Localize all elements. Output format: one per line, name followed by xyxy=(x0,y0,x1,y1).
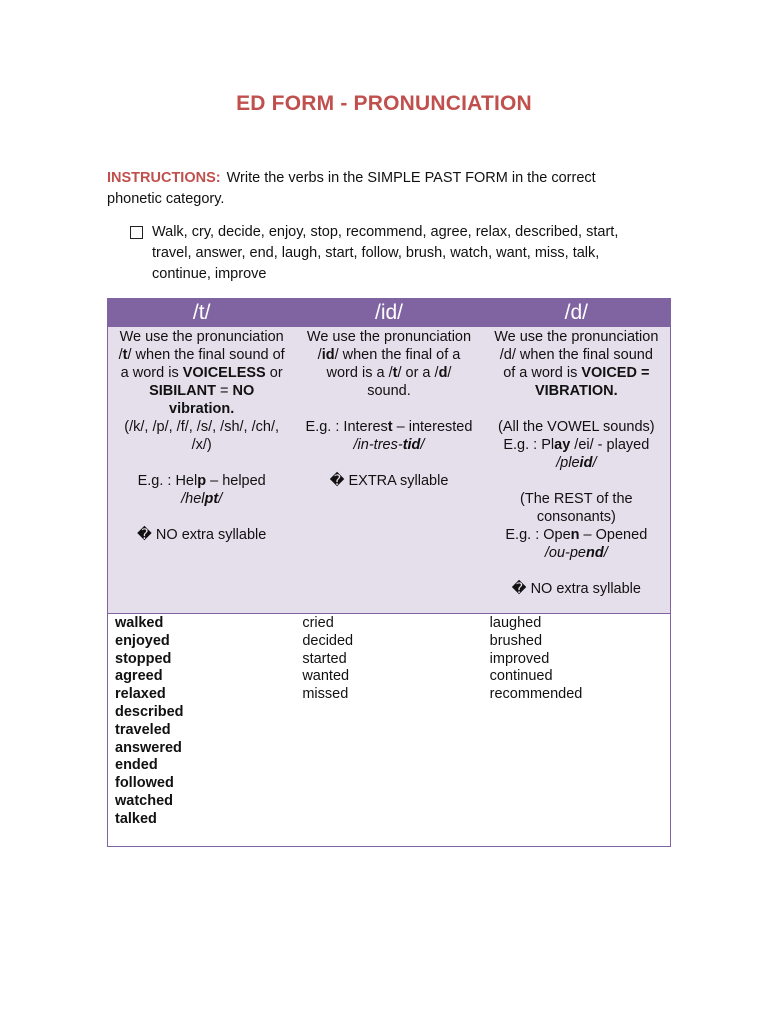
page-title: ED FORM - PRONUNCIATION xyxy=(236,92,532,115)
id-text: / or a / xyxy=(397,365,439,381)
list-item: recommended xyxy=(489,686,583,703)
d-description xyxy=(483,327,670,613)
list-item: answered xyxy=(115,739,182,756)
answers-id xyxy=(295,614,482,830)
d-text: /ei/ - played xyxy=(570,437,650,453)
t-desc-line: (/k/, /p/, /f/, /s/, /sh/, /ch/, xyxy=(124,419,280,435)
list-item: decided xyxy=(302,632,354,649)
id-bold: t xyxy=(392,365,398,381)
list-item: walked xyxy=(115,615,164,631)
t-text: – helped xyxy=(206,473,266,489)
d-bold: ay xyxy=(554,437,571,453)
id-text: / xyxy=(447,365,452,381)
t-desc-line: We use the pronunciation xyxy=(119,329,284,345)
d-desc-line: We use the pronunciation xyxy=(494,329,659,345)
id-desc-line: We use the pronunciation xyxy=(306,329,472,345)
header-id: /id/ xyxy=(374,301,403,324)
id-note: � EXTRA syllable xyxy=(329,473,449,489)
pronunciation-table xyxy=(107,298,671,847)
t-note: � NO extra syllable xyxy=(137,527,267,543)
t-example xyxy=(111,472,292,490)
list-item: started xyxy=(302,650,347,667)
id-text: / when the final of a xyxy=(334,347,461,363)
d-desc-line: (All the VOWEL sounds) xyxy=(498,419,655,435)
instructions-label: INSTRUCTIONS: xyxy=(107,170,221,186)
id-desc-line: sound. xyxy=(367,383,411,399)
description-row xyxy=(108,327,670,614)
t-text: / xyxy=(118,347,123,363)
d-text: E.g. : Ope xyxy=(505,527,571,543)
t-italic: /hel xyxy=(181,491,205,507)
t-text: E.g. : Hel xyxy=(137,473,198,489)
list-item: cried xyxy=(302,615,334,631)
d-bold: n xyxy=(570,527,580,543)
instructions xyxy=(107,168,647,210)
d-desc-line: (The REST of the xyxy=(520,491,633,507)
d-desc-line: /d/ when the final sound xyxy=(499,347,653,363)
d-phonetic-2 xyxy=(486,544,667,562)
id-bold: d xyxy=(438,365,448,381)
verb-list xyxy=(130,222,650,285)
answers-d xyxy=(483,614,670,830)
id-desc-line xyxy=(298,364,479,382)
list-item: stopped xyxy=(115,650,172,667)
d-text: – Opened xyxy=(579,527,648,543)
t-desc-line: /x/) xyxy=(191,437,212,453)
t-bold: VOICELESS xyxy=(182,365,266,381)
list-item: agreed xyxy=(115,668,163,685)
t-desc-line xyxy=(111,400,292,418)
id-bold: t xyxy=(387,419,393,435)
table-header-row xyxy=(108,299,670,327)
d-example-2 xyxy=(486,526,667,544)
id-phonetic xyxy=(298,436,479,454)
d-example-1 xyxy=(486,436,667,454)
t-bold: NO xyxy=(232,383,255,399)
id-text: – interested xyxy=(392,419,473,435)
d-italic: /ou-pe xyxy=(544,545,586,561)
id-description xyxy=(295,327,482,613)
t-text: = xyxy=(215,383,233,399)
id-example xyxy=(298,418,479,436)
checkbox-icon xyxy=(130,226,143,239)
verb-list-text: Walk, cry, decide, enjoy, stop, recommend, agree, relax, described, start, travel, answer, end, laugh, start, follow, brush, watch, want, miss, talk, continue, improve xyxy=(152,224,619,282)
t-bold-italic: pt xyxy=(204,491,219,507)
id-text: E.g. : Interes xyxy=(305,419,388,435)
t-bold: vibration. xyxy=(169,401,235,417)
id-italic: /in-tres- xyxy=(353,437,403,453)
t-text: / when the final sound of xyxy=(127,347,285,363)
d-text: of a word is xyxy=(503,365,582,381)
d-desc-line xyxy=(486,382,667,400)
header-t: /t/ xyxy=(192,301,211,324)
answers-t xyxy=(108,614,295,830)
t-phonetic xyxy=(111,490,292,508)
list-item: ended xyxy=(115,757,158,774)
d-italic: /ple xyxy=(556,455,580,471)
t-desc-line xyxy=(111,364,292,382)
d-bold-italic: id xyxy=(579,455,593,471)
list-item: laughed xyxy=(489,615,542,631)
t-description xyxy=(108,327,295,613)
d-bold: VIBRATION. xyxy=(534,383,618,399)
list-item: enjoyed xyxy=(115,632,170,649)
d-phonetic-1 xyxy=(486,454,667,472)
d-desc-line xyxy=(486,364,667,382)
id-bold: id xyxy=(321,347,335,363)
list-item: followed xyxy=(115,775,174,792)
list-item: continued xyxy=(489,668,553,685)
t-bold: t xyxy=(122,347,128,363)
list-item: talked xyxy=(115,810,157,827)
t-bold: SIBILANT xyxy=(149,383,216,399)
list-item: traveled xyxy=(115,721,171,738)
d-note: � NO extra syllable xyxy=(511,581,641,597)
t-desc-line xyxy=(111,382,292,400)
t-desc-line xyxy=(111,346,292,364)
list-item: brushed xyxy=(489,632,543,649)
list-item: watched xyxy=(115,792,174,809)
t-text: or xyxy=(265,365,283,381)
instructions-text: Write the verbs in the SIMPLE PAST FORM in the correct phonetic category. xyxy=(107,170,596,207)
list-item: relaxed xyxy=(115,686,166,703)
id-text: word is a / xyxy=(326,365,393,381)
id-text: / xyxy=(317,347,322,363)
t-bold: p xyxy=(197,473,207,489)
header-d: /d/ xyxy=(564,301,588,324)
d-bold: VOICED = xyxy=(581,365,650,381)
list-item: wanted xyxy=(302,668,350,685)
id-italic: / xyxy=(420,437,425,453)
list-item: improved xyxy=(489,650,550,667)
d-desc-line: consonants) xyxy=(536,509,616,525)
answers-row xyxy=(108,614,670,830)
id-desc-line xyxy=(298,346,479,364)
d-text: E.g. : Pl xyxy=(503,437,555,453)
id-bold-italic: tid xyxy=(402,437,421,453)
list-item: missed xyxy=(302,686,349,703)
list-item: described xyxy=(115,703,184,720)
d-italic: / xyxy=(603,545,608,561)
t-italic: / xyxy=(218,491,223,507)
d-italic: / xyxy=(592,455,597,471)
t-text: a word is xyxy=(120,365,183,381)
d-bold-italic: nd xyxy=(586,545,604,561)
